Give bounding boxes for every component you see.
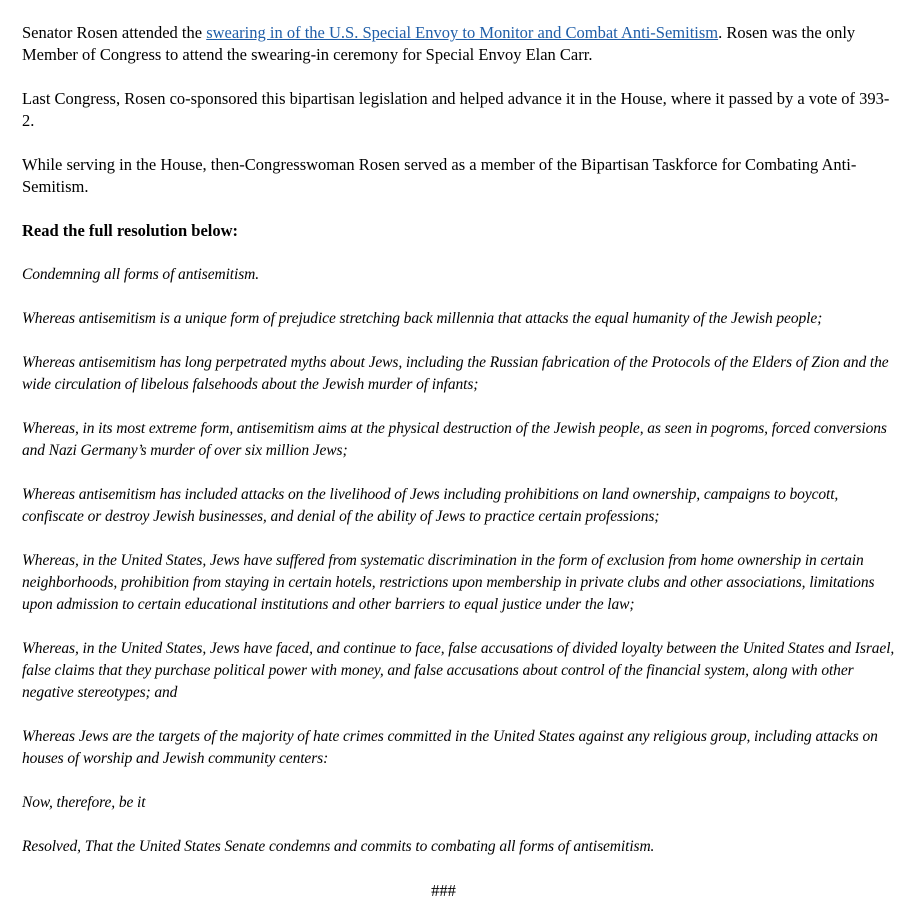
whereas-clause-5: Whereas, in the United States, Jews have suffered from systematic discrimination in the form of exclusion from home ownership in certain neighborhoods, prohibition from staying in certain hotels, restrictions upon membership in private clubs and other associations, limitations upon admission to certain educational institutions and other barriers to equal justice under the law; [22, 552, 875, 613]
intro-p1-after-link: . Rosen was the only Member of Congress to attend the swearing-in ceremony for Special Envoy Elan Carr. [22, 23, 856, 64]
whereas-clause-2: Whereas antisemitism has long perpetrated myths about Jews, including the Russian fabrication of the Protocols of the Elders of Zion and the wide circulation of libelous falsehoods about the Jewish murder of infants; [22, 354, 889, 393]
now-therefore-clause: Now, therefore, be it [22, 794, 146, 811]
whereas-clause-7: Whereas Jews are the targets of the majority of hate crimes committed in the United States against any religious group, including attacks on houses of worship and Jewish community centers: [22, 728, 878, 767]
intro-paragraph-2: Last Congress, Rosen co-sponsored this bipartisan legislation and helped advance it in the House, where it passed by a vote of 393-2. [22, 89, 890, 130]
intro-p1-before-link: Senator Rosen attended the [22, 23, 207, 42]
end-mark: ### [431, 881, 456, 900]
whereas-clause-1: Whereas antisemitism is a unique form of prejudice stretching back millennia that attacks the equal humanity of the Jewish people; [22, 310, 823, 327]
resolution-title: Condemning all forms of antisemitism. [22, 266, 259, 283]
intro-paragraph-3: While serving in the House, then-Congresswoman Rosen served as a member of the Bipartisan Taskforce for Combating Anti-Semitism. [22, 155, 857, 196]
resolved-clause: Resolved, That the United States Senate condemns and commits to combating all forms of antisemitism. [22, 838, 655, 855]
whereas-clause-4: Whereas antisemitism has included attacks on the livelihood of Jews including prohibitions on land ownership, campaigns to boycott, confiscate or destroy Jewish businesses, and denial of the ability of Jews to practice certain professions; [22, 486, 839, 525]
whereas-clause-6: Whereas, in the United States, Jews have faced, and continue to face, false accusations of divided loyalty between the United States and Israel, false claims that they purchase political power with money, and false accusations about control of the financial system, along with other negative stereotypes; and [22, 640, 895, 701]
special-envoy-swearing-in-link[interactable]: swearing in of the U.S. Special Envoy to Monitor and Combat Anti-Semitism [206, 23, 719, 42]
intro-paragraph-1 [22, 22, 895, 66]
whereas-clause-3: Whereas, in its most extreme form, antisemitism aims at the physical destruction of the Jewish people, as seen in pogroms, forced conversions and Nazi Germany’s murder of over six million Jews; [22, 420, 887, 459]
resolution-heading: Read the full resolution below: [22, 221, 239, 240]
